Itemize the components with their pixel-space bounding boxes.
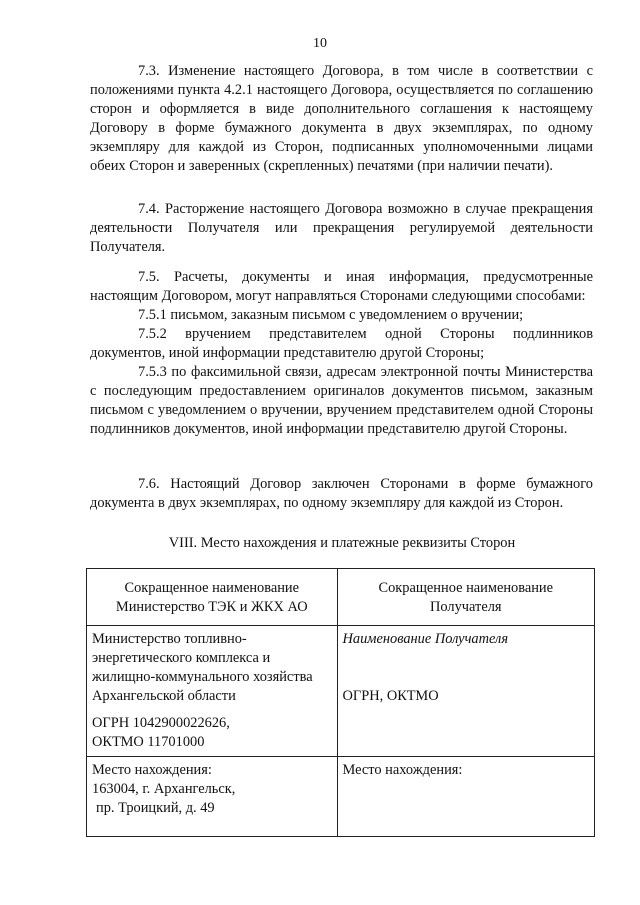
clause-7-4-text: 7.4. Расторжение настоящего Договора возможно в случае прекращения деятельности Получателя или прекращения регулируемой деятельности Получателя. xyxy=(90,201,593,255)
ministry-oktmo: ОКТМО 11701000 xyxy=(92,734,205,750)
recipient-details xyxy=(337,626,594,757)
header-ministry: Сокращенное наименование Министерство ТЭК и ЖКХ АО xyxy=(87,569,338,626)
recipient-location xyxy=(337,757,594,837)
ministry-location-label: Место нахождения: xyxy=(92,762,212,778)
clause-7-5-text: 7.5. Расчеты, документы и иная информация, предусмотренные настоящим Договором, могут направляться Сторонами следующими способами: xyxy=(90,269,593,304)
clause-7-5-1-text: 7.5.1 письмом, заказным письмом с уведомлением о вручении; xyxy=(138,307,524,323)
table-row xyxy=(87,757,595,837)
clause-7-4 xyxy=(90,200,593,257)
clause-7-5 xyxy=(90,268,593,439)
ministry-name: Министерство топливно-энергетического комплекса и жилищно-коммунального хозяйства Архангельской области xyxy=(92,631,313,704)
recipient-location-label: Место нахождения: xyxy=(342,762,463,778)
page-number: 10 xyxy=(313,36,327,51)
ministry-details xyxy=(87,626,338,757)
table-row xyxy=(87,626,595,757)
clause-7-3-text: 7.3. Изменение настоящего Договора, в том числе в соответствии с положениями пункта 4.2.1 настоящего Договора, осуществляется по соглашению сторон и оформляется в виде дополнительного соглашения к настоящему Договору в форме бумажного документа в двух экземплярах, по одному экземпляру для каждой из Сторон, подписанных уполномоченными лицами обеих Сторон и заверенных (скрепленных) печатями (при наличии печати). xyxy=(90,63,593,174)
clause-7-3 xyxy=(90,62,593,176)
table-row xyxy=(87,569,595,626)
ministry-location-line2: пр. Троицкий, д. 49 xyxy=(96,800,215,816)
header-recipient: Сокращенное наименование Получателя xyxy=(337,569,594,626)
clause-7-6 xyxy=(90,475,593,513)
recipient-name: Наименование Получателя xyxy=(342,631,509,647)
clause-7-5-3-text: 7.5.3 по факсимильной связи, адресам электронной почты Министерства с последующим предоставлением оригиналов документов письмом, заказным письмом с уведомлением о вручении, вручением представителем одной Стороны подлинников документов, иной информации представителю другой Стороны. xyxy=(90,364,593,437)
ministry-ogrn: ОГРН 1042900022626, xyxy=(92,715,230,731)
clause-7-5-2-text: 7.5.2 вручением представителем одной Стороны подлинников документов, иной информации представителю другой Стороны; xyxy=(90,326,593,361)
ministry-location xyxy=(87,757,338,837)
ministry-location-line1: 163004, г. Архангельск, xyxy=(92,781,236,797)
requisites-table xyxy=(86,568,595,837)
recipient-ogrn: ОГРН, ОКТМО xyxy=(342,688,439,704)
clause-7-6-text: 7.6. Настоящий Договор заключен Сторонами в форме бумажного документа в двух экземплярах, по одному экземпляру для каждой из Сторон. xyxy=(90,476,593,511)
section-8-heading: VIII. Место нахождения и платежные реквизиты Сторон xyxy=(168,535,516,551)
